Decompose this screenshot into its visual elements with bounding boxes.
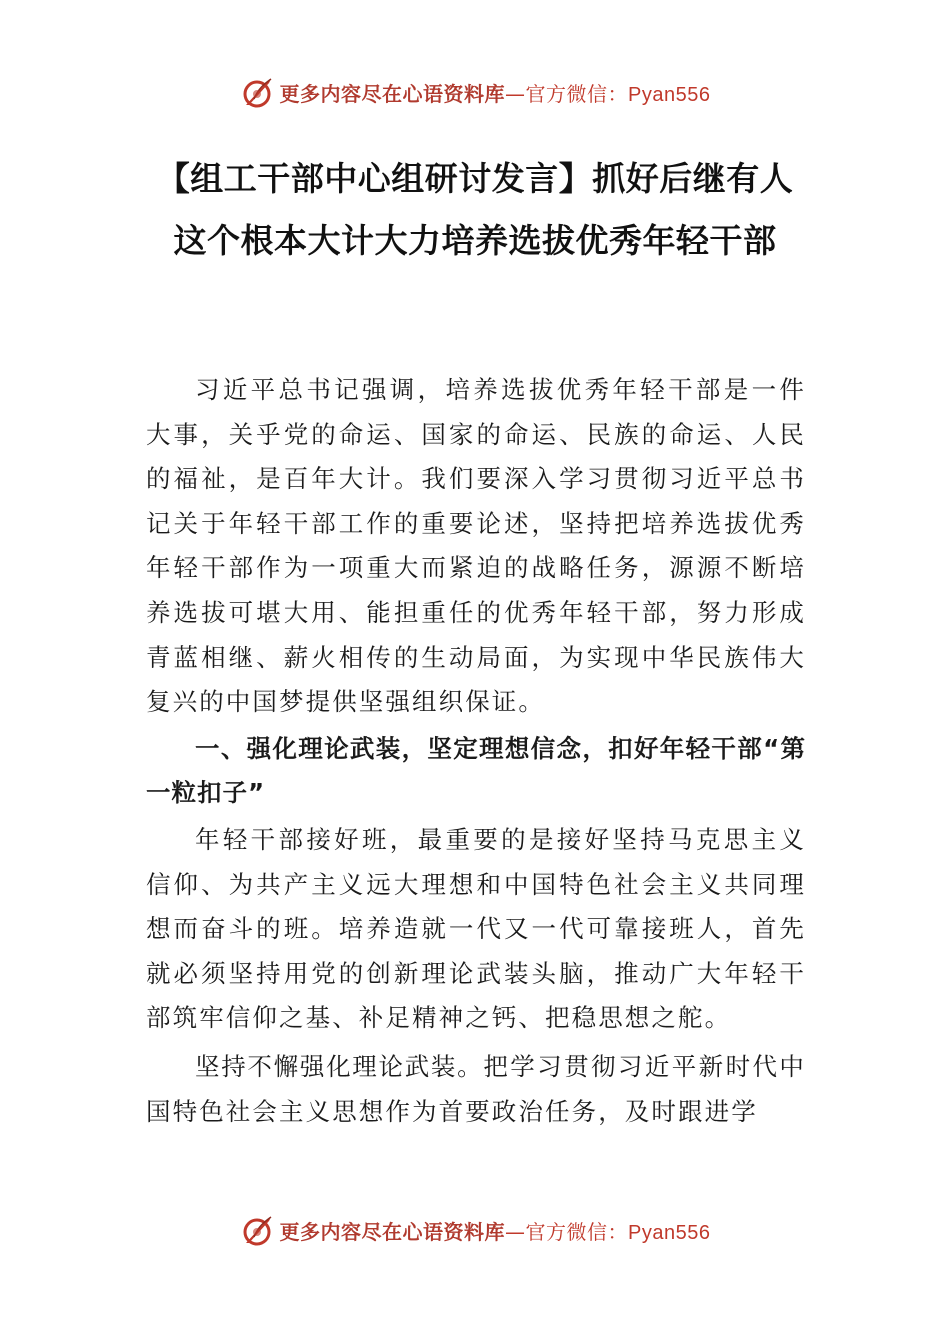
document-body <box>146 368 806 1134</box>
header-wechat-label: 官方微信： <box>525 81 629 106</box>
section-1-heading: 一、强化理论武装，坚定理想信念，扣好年轻干部“第一粒扣子” <box>146 733 806 808</box>
header-separator: — <box>505 81 526 106</box>
header-brand-text: 更多内容尽在心语资料库 <box>279 81 506 106</box>
sub-paragraph-lead: 坚持不懈强化理论武装。 <box>195 1051 484 1081</box>
quill-pen-logo-icon <box>240 75 274 109</box>
footer-banner-text <box>280 1216 711 1245</box>
section-1-paragraph: 年轻干部接好班，最重要的是接好坚持马克思主义信仰、为共产主义远大理想和中国特色社会主义共同理想而奋斗的班。培养造就一代又一代可靠接班人，首先就必须坚持用党的创新理论武装头脑，推动广大年轻干部筑牢信仰之基、补足精神之钙、把稳思想之舵。 <box>146 824 806 1033</box>
header-banner <box>0 72 950 112</box>
title-line-1: 【组工干部中心组研讨发言】抓好后继有人 <box>156 159 794 198</box>
section-1-sub-paragraph <box>146 1045 806 1134</box>
header-banner-text <box>280 78 711 107</box>
title-line-2: 这个根本大计大力培养选拔优秀年轻干部 <box>173 221 777 260</box>
footer-banner <box>0 1210 950 1250</box>
footer-brand-text: 更多内容尽在心语资料库 <box>279 1219 506 1244</box>
sub-paragraph-text: 把学习贯彻习近平新时代中国特色社会主义思想作为首要政治任务，及时跟进学 <box>146 1051 807 1126</box>
header-wechat-id: Pyan556 <box>628 83 711 106</box>
quill-pen-logo-icon <box>240 1213 274 1247</box>
footer-wechat-label: 官方微信： <box>525 1219 629 1244</box>
document-title <box>140 148 810 272</box>
intro-paragraph: 习近平总书记强调，培养选拔优秀年轻干部是一件大事，关乎党的命运、国家的命运、民族的命运、人民的福祉，是百年大计。我们要深入学习贯彻习近平总书记关于年轻干部工作的重要论述，坚持把培养选拔优秀年轻干部作为一项重大而紧迫的战略任务，源源不断培养选拔可堪大用、能担重任的优秀年轻干部，努力形成青蓝相继、薪火相传的生动局面，为实现中华民族伟大复兴的中国梦提供坚强组织保证。 <box>146 375 806 717</box>
footer-separator: — <box>505 1219 526 1244</box>
footer-wechat-id: Pyan556 <box>628 1221 711 1244</box>
